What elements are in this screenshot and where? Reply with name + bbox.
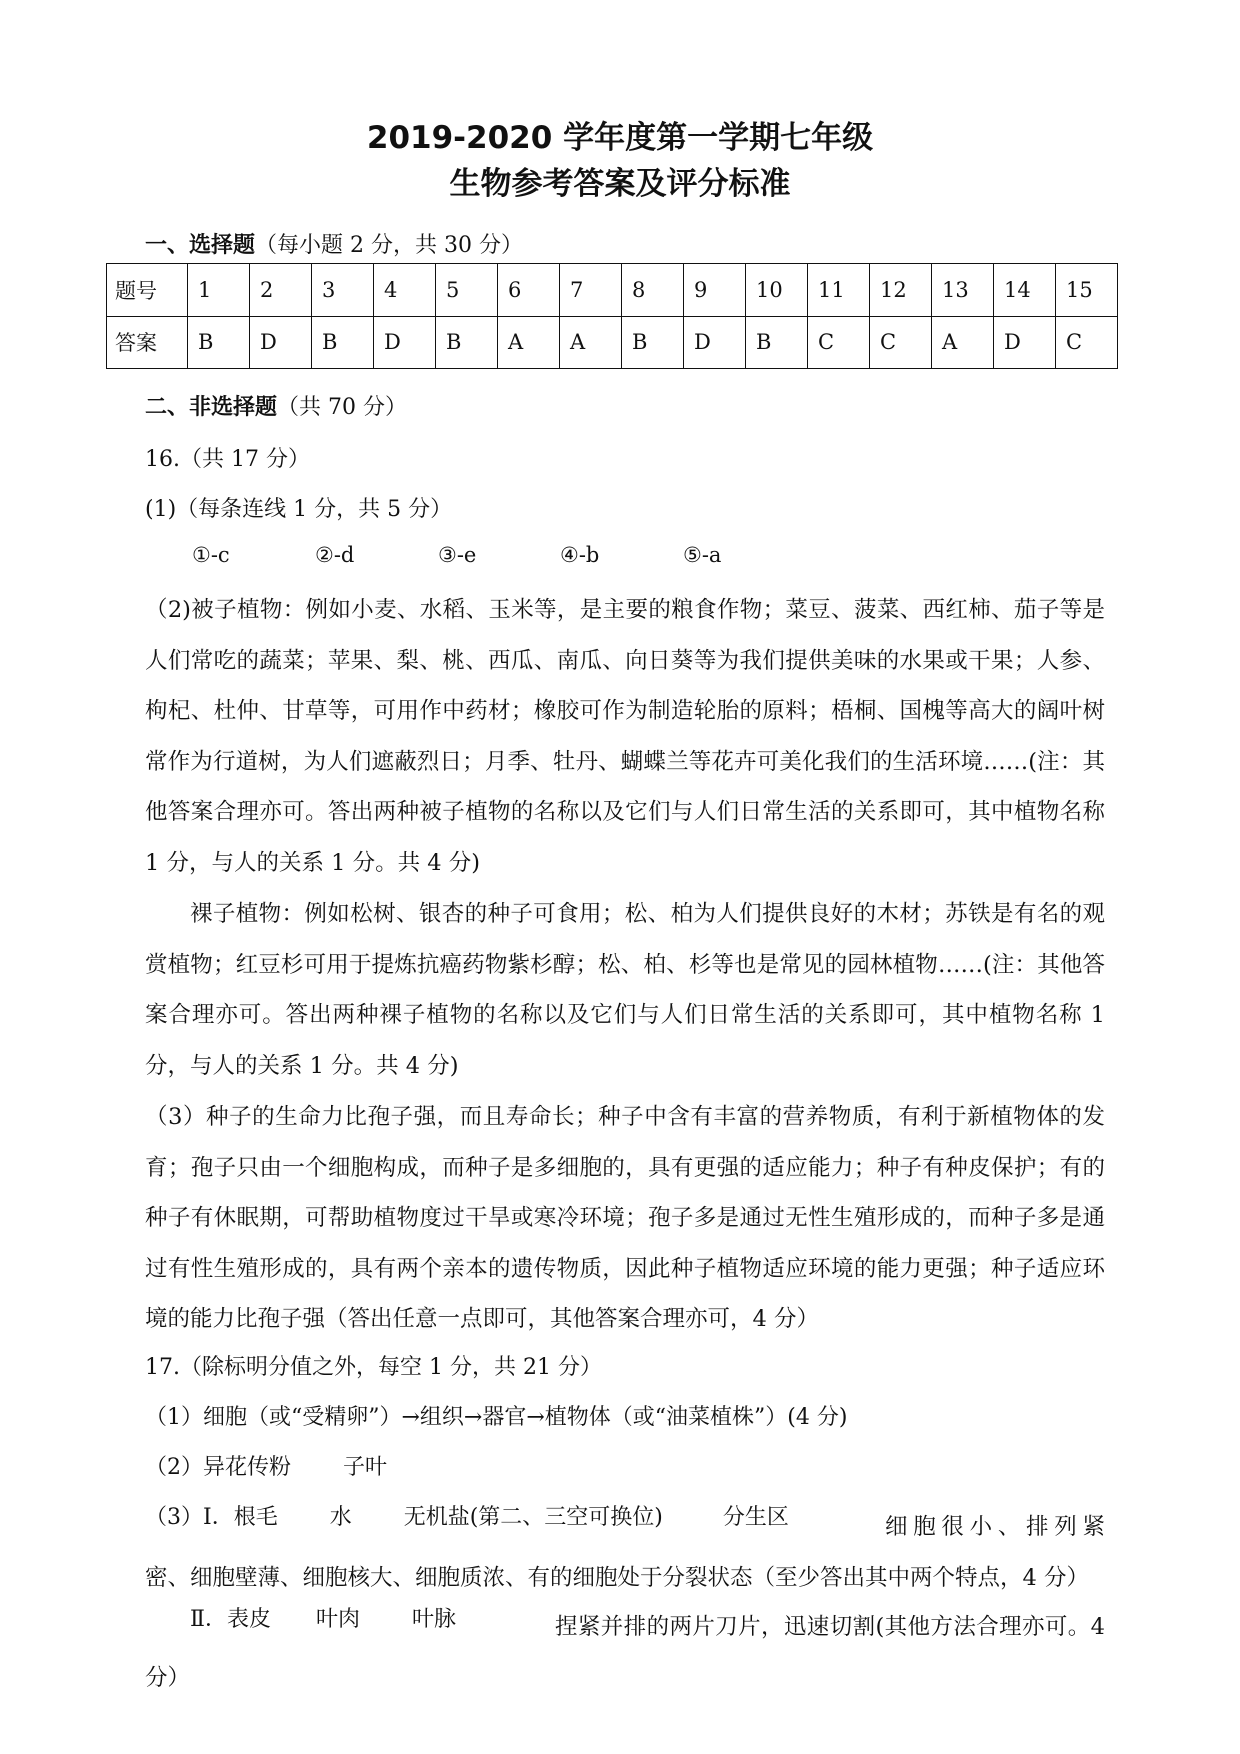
table-cell-number: 14 — [994, 264, 1056, 317]
match-2: ②-d — [315, 543, 355, 567]
section1-heading-line — [145, 228, 523, 259]
table-cell-number: 8 — [622, 264, 684, 317]
match-5: ⑤-a — [683, 543, 722, 567]
q17-part3-ii-method: 捏紧并排的两片刀片，迅速切割(其他方法合理亦可。4 分） — [145, 1614, 1105, 1691]
table-cell-number: 5 — [436, 264, 498, 317]
q16-part2-angiosperm: （2)被子植物：例如小麦、水稻、玉米等，是主要的粮食作物；菜豆、菠菜、西红柿、茄子等是人们常吃的蔬菜；苹果、梨、桃、西瓜、南瓜、向日葵等为我们提供美味的水果或干果；人参、枸杞、杜仲、甘草等，可用作中药材；橡胶可作为制造轮胎的原料；梧桐、国槐等高大的阔叶树常作为行道树，为人们遮蔽烈日；月季、牡丹、蝴蝶兰等花卉可美化我们的生活环境……(注：其他答案合理亦可。答出两种被子植物的名称以及它们与人们日常生活的关系即可，其中植物名称 1 分，与人的关系 1 分。共 4 分) — [145, 597, 1105, 876]
q17-part3-root-hair: （3）Ⅰ．根毛 — [145, 1505, 278, 1530]
q17-part3-salt: 无机盐(第二、三空可换位) — [403, 1505, 663, 1530]
table-cell-answer: D — [994, 316, 1056, 369]
table-cell-number: 9 — [684, 264, 746, 317]
section1-heading: 一、选择题 — [145, 233, 256, 258]
table-cell-answer: B — [746, 316, 808, 369]
section2-heading-line — [145, 390, 407, 421]
table-cell-answer: B — [188, 316, 250, 369]
table-row-numbers — [107, 264, 1118, 317]
match-4: ④-b — [560, 543, 600, 567]
table-cell-answer: B — [622, 316, 684, 369]
row-label-number: 题号 — [107, 264, 188, 317]
table-cell-number: 6 — [498, 264, 560, 317]
q17-part3-zone: 分生区 — [722, 1505, 789, 1530]
q17-part3-ii-vein: 叶脉 — [411, 1607, 456, 1632]
table-cell-number: 11 — [808, 264, 870, 317]
section1-note: （每小题 2 分，共 30 分） — [255, 233, 523, 258]
q17-part2-answer1: （2）异花传粉 — [145, 1455, 291, 1480]
table-cell-number: 10 — [746, 264, 808, 317]
q17-part3-water: 水 — [329, 1505, 352, 1530]
section2-heading: 二、非选择题 — [145, 395, 278, 420]
q16-part2-gymnosperm: 裸子植物：例如松树、银杏的种子可食用；松、柏为人们提供良好的木材；苏铁是有名的观赏植物；红豆杉可用于提炼抗癌药物紫杉醇；松、柏、杉等也是常见的园林植物……(注：其他答案合理亦可。答出两种裸子植物的名称以及它们与人们日常生活的关系即可，其中植物名称 1 分，与人的关系 1 分。共 4 分) — [145, 901, 1105, 1079]
q16-part1: (1)（每条连线 1 分，共 5 分） — [145, 497, 453, 522]
table-cell-answer: B — [436, 316, 498, 369]
match-1: ①-c — [192, 543, 230, 567]
row-label-answer: 答案 — [107, 316, 188, 369]
table-cell-number: 2 — [250, 264, 312, 317]
table-cell-answer: C — [1056, 316, 1118, 369]
table-cell-number: 4 — [374, 264, 436, 317]
q17-part2-answer2: 子叶 — [343, 1455, 388, 1480]
q17-part1: （1）细胞（或“受精卵”）→组织→器官→植物体（或“油菜植株”）(4 分) — [145, 1405, 848, 1430]
q17-part3-description: 细胞很小、排列紧密、细胞壁薄、细胞核大、细胞质浓、有的细胞处于分裂状态（至少答出其中两个特点，4 分） — [145, 1514, 1105, 1591]
q16-part3: （3）种子的生命力比孢子强，而且寿命长；种子中含有丰富的营养物质，有利于新植物体的发育；孢子只由一个细胞构成，而种子是多细胞的，具有更强的适应能力；种子有种皮保护；有的种子有休眠期，可帮助植物度过干旱或寒冷环境；孢子多是通过无性生殖形成的，而种子多是通过有性生殖形成的，具有两个亲本的遗传物质，因此种子植物适应环境的能力更强；种子适应环境的能力比孢子强（答出任意一点即可，其他答案合理亦可，4 分） — [145, 1104, 1105, 1332]
table-cell-number: 13 — [932, 264, 994, 317]
table-cell-answer: D — [374, 316, 436, 369]
q17-part2-line — [145, 1450, 387, 1481]
table-cell-number: 7 — [560, 264, 622, 317]
table-cell-answer: B — [312, 316, 374, 369]
table-cell-answer: A — [932, 316, 994, 369]
q17-part3-ii-epidermis: Ⅱ．表皮 — [190, 1607, 271, 1632]
table-cell-number: 1 — [188, 264, 250, 317]
table-cell-answer: A — [560, 316, 622, 369]
title-line-1: 2019-2020 学年度第一学期七年级 — [366, 120, 874, 156]
table-cell-answer: D — [250, 316, 312, 369]
title-line-2: 生物参考答案及评分标准 — [449, 166, 791, 202]
table-cell-answer: D — [684, 316, 746, 369]
match-3: ③-e — [438, 543, 477, 567]
table-cell-number: 15 — [1056, 264, 1118, 317]
q17-part3-ii-mesophyll: 叶肉 — [315, 1607, 360, 1632]
table-cell-number: 3 — [312, 264, 374, 317]
table-cell-answer: C — [808, 316, 870, 369]
table-cell-answer: A — [498, 316, 560, 369]
answer-table — [106, 263, 1118, 369]
table-cell-number: 12 — [870, 264, 932, 317]
section2-note: （共 70 分） — [277, 395, 407, 420]
q17-header: 17.（除标明分值之外，每空 1 分，共 21 分） — [145, 1355, 602, 1380]
table-row-answers — [107, 316, 1118, 369]
q16-header: 16.（共 17 分） — [145, 447, 310, 472]
table-cell-answer: C — [870, 316, 932, 369]
